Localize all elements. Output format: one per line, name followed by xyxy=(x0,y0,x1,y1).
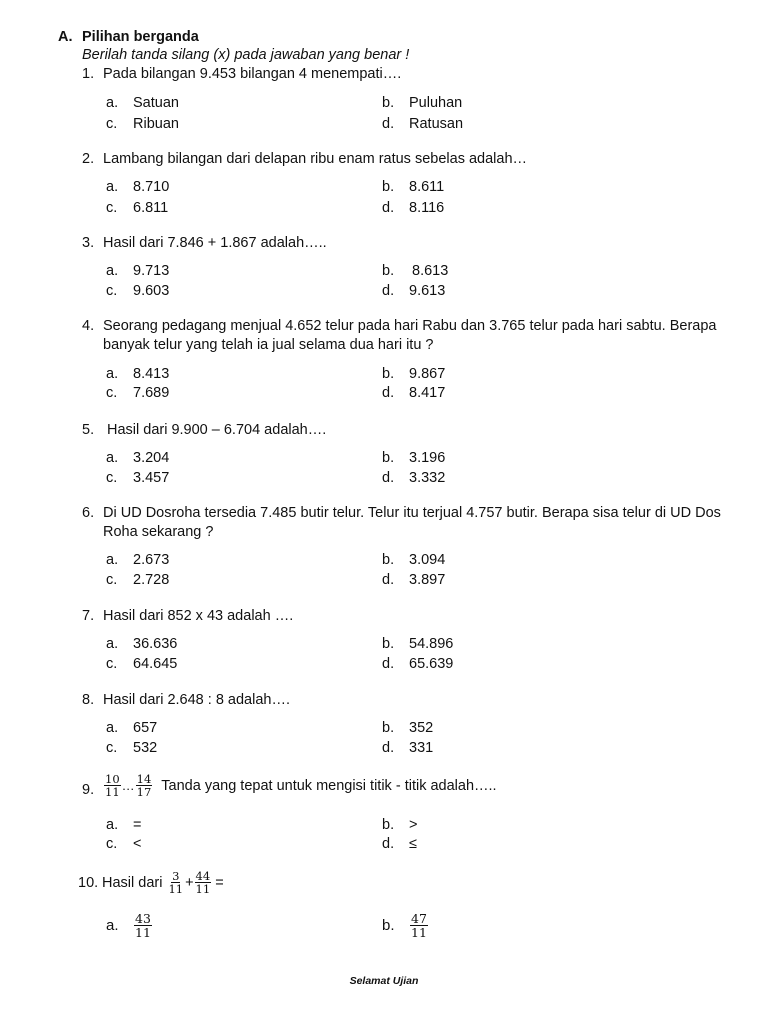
denominator: 11 xyxy=(195,882,211,897)
section-title: Pilihan berganda xyxy=(82,29,199,45)
option-value: Ratusan xyxy=(409,116,464,132)
option-value: 7.689 xyxy=(133,385,170,401)
section-letter: A. xyxy=(58,29,73,45)
denominator: 11 xyxy=(168,882,184,897)
option-letter: d. xyxy=(382,572,395,588)
option-b[interactable] xyxy=(382,450,445,466)
option-a[interactable] xyxy=(106,720,157,736)
option-c[interactable] xyxy=(106,836,141,852)
option-value: 331 xyxy=(409,740,434,756)
option-value: 532 xyxy=(133,740,158,756)
question-text: Hasil dari 7.846 + 1.867 adalah….. xyxy=(103,235,327,251)
question-expression xyxy=(103,773,497,798)
option-a[interactable] xyxy=(106,912,153,939)
option-letter: b. xyxy=(382,917,395,935)
option-a[interactable] xyxy=(106,179,169,195)
question-expression xyxy=(78,870,224,895)
option-value: 65.639 xyxy=(409,656,454,672)
fraction xyxy=(134,912,152,939)
option-letter: b. xyxy=(382,95,395,111)
option-a[interactable] xyxy=(106,817,141,833)
question-number: 9. xyxy=(82,782,95,798)
option-letter: d. xyxy=(382,740,395,756)
question-text: Hasil dari 9.900 – 6.704 adalah…. xyxy=(107,422,327,438)
option-letter: b. xyxy=(382,636,395,652)
option-letter: a. xyxy=(106,720,119,736)
question-text: Hasil dari xyxy=(102,874,163,891)
option-letter: b. xyxy=(382,552,395,568)
question-number: 2. xyxy=(82,151,95,167)
option-value: 2.728 xyxy=(133,572,170,588)
option-c[interactable] xyxy=(106,200,168,216)
option-c[interactable] xyxy=(106,385,169,401)
option-b[interactable] xyxy=(382,179,444,195)
option-value: Ribuan xyxy=(133,116,179,132)
option-value: Satuan xyxy=(133,95,179,111)
option-value: = xyxy=(133,817,142,833)
question-text-line-1: Di UD Dosroha tersedia 7.485 butir telur. Telur itu terjual 4.757 butir. Berapa sisa telur di UD Dos xyxy=(103,505,721,521)
option-value: 3.897 xyxy=(409,572,446,588)
option-b[interactable] xyxy=(382,263,448,279)
option-value: 8.613 xyxy=(412,263,449,279)
option-letter: b. xyxy=(382,179,395,195)
option-a[interactable] xyxy=(106,450,169,466)
option-letter: a. xyxy=(106,917,119,935)
fraction xyxy=(136,773,153,798)
fraction xyxy=(167,870,184,895)
option-letter: d. xyxy=(382,656,395,672)
option-letter: d. xyxy=(382,385,395,401)
option-d[interactable] xyxy=(382,470,445,486)
option-letter: c. xyxy=(106,283,118,299)
ellipsis: … xyxy=(121,778,135,794)
option-b[interactable] xyxy=(382,636,453,652)
option-letter: b. xyxy=(382,450,395,466)
option-letter: d. xyxy=(382,470,395,486)
option-a[interactable] xyxy=(106,366,169,382)
option-value: 8.413 xyxy=(133,366,170,382)
option-d[interactable] xyxy=(382,740,433,756)
option-value: 2.673 xyxy=(133,552,170,568)
fraction xyxy=(195,870,212,895)
option-letter: d. xyxy=(382,200,395,216)
equals-sign: = xyxy=(215,874,224,891)
option-c[interactable] xyxy=(106,116,179,132)
option-letter: c. xyxy=(106,385,118,401)
option-letter: b. xyxy=(382,366,395,382)
option-value: 8.417 xyxy=(409,385,446,401)
option-letter: b. xyxy=(382,263,395,279)
option-letter: a. xyxy=(106,263,119,279)
instruction-text: Berilah tanda silang (x) pada jawaban yang benar ! xyxy=(82,47,410,63)
option-b[interactable] xyxy=(382,95,462,111)
question-number: 1. xyxy=(82,66,95,82)
option-letter: a. xyxy=(106,552,119,568)
option-value: 3.457 xyxy=(133,470,170,486)
question-number: 3. xyxy=(82,235,95,251)
fraction xyxy=(104,773,121,798)
option-b[interactable] xyxy=(382,912,429,939)
question-number: 5. xyxy=(82,422,95,438)
option-value: 8.611 xyxy=(409,179,445,195)
option-letter: d. xyxy=(382,283,395,299)
option-value: ≤ xyxy=(409,836,417,852)
option-letter: c. xyxy=(106,740,118,756)
option-d[interactable] xyxy=(382,385,445,401)
option-letter: a. xyxy=(106,817,119,833)
option-value: 657 xyxy=(133,720,158,736)
option-d[interactable] xyxy=(382,656,453,672)
footer-text: Selamat Ujian xyxy=(349,975,419,987)
numerator: 47 xyxy=(411,911,427,926)
option-letter: b. xyxy=(382,720,395,736)
option-value: 3.196 xyxy=(409,450,446,466)
option-value: 3.332 xyxy=(409,470,446,486)
numerator: 43 xyxy=(135,911,151,926)
option-b[interactable] xyxy=(382,817,417,833)
numerator: 14 xyxy=(136,772,152,786)
denominator: 17 xyxy=(136,785,152,800)
question-text: Hasil dari 852 x 43 adalah …. xyxy=(103,608,294,624)
option-value: 8.116 xyxy=(409,200,445,216)
question-text: Lambang bilangan dari delapan ribu enam ratus sebelas adalah… xyxy=(103,151,528,167)
question-number: 10. xyxy=(78,874,99,891)
denominator: 11 xyxy=(135,925,151,941)
option-d[interactable] xyxy=(382,283,445,299)
option-d[interactable] xyxy=(382,836,417,852)
option-letter: c. xyxy=(106,200,118,216)
option-value: 352 xyxy=(409,720,434,736)
option-letter: a. xyxy=(106,636,119,652)
numerator: 44 xyxy=(195,869,211,883)
numerator: 3 xyxy=(172,869,180,883)
option-letter: c. xyxy=(106,116,118,132)
option-a[interactable] xyxy=(106,95,179,111)
option-c[interactable] xyxy=(106,283,169,299)
option-value: < xyxy=(133,836,142,852)
option-value: 9.603 xyxy=(133,283,170,299)
question-text-line-2: banyak telur yang telah ia jual selama dua hari itu ? xyxy=(103,337,434,353)
denominator: 11 xyxy=(105,785,120,800)
question-number: 8. xyxy=(82,692,95,708)
option-c[interactable] xyxy=(106,572,169,588)
option-b[interactable] xyxy=(382,552,445,568)
option-a[interactable] xyxy=(106,636,177,652)
question-text-line-1: Seorang pedagang menjual 4.652 telur pada hari Rabu dan 3.765 telur pada hari sabtu. Berapa xyxy=(103,318,717,334)
option-b[interactable] xyxy=(382,366,445,382)
question-text: Hasil dari 2.648 : 8 adalah…. xyxy=(103,692,290,708)
denominator: 11 xyxy=(411,925,427,941)
option-b[interactable] xyxy=(382,720,433,736)
option-d[interactable] xyxy=(382,116,463,132)
option-value: 36.636 xyxy=(133,636,178,652)
question-number: 7. xyxy=(82,608,95,624)
option-a[interactable] xyxy=(106,263,169,279)
option-a[interactable] xyxy=(106,552,169,568)
option-letter: a. xyxy=(106,95,119,111)
option-letter: d. xyxy=(382,836,395,852)
option-c[interactable] xyxy=(106,470,169,486)
fraction xyxy=(410,912,428,939)
option-value: 3.094 xyxy=(409,552,446,568)
option-letter: c. xyxy=(106,656,118,672)
option-d[interactable] xyxy=(382,200,444,216)
option-value: 9.613 xyxy=(409,283,446,299)
option-value: 9.867 xyxy=(409,366,446,382)
option-value: 8.710 xyxy=(133,179,170,195)
option-letter: c. xyxy=(106,470,118,486)
option-letter: c. xyxy=(106,836,118,852)
option-c[interactable] xyxy=(106,740,157,756)
option-c[interactable] xyxy=(106,656,177,672)
question-text: Tanda yang tepat untuk mengisi titik - titik adalah….. xyxy=(161,777,497,794)
option-value: 54.896 xyxy=(409,636,454,652)
plus-sign: + xyxy=(185,874,194,891)
option-letter: d. xyxy=(382,116,395,132)
option-value: 9.713 xyxy=(133,263,170,279)
option-value: > xyxy=(409,817,418,833)
option-value: Puluhan xyxy=(409,95,463,111)
question-number: 6. xyxy=(82,505,95,521)
option-value: 6.811 xyxy=(133,200,169,216)
option-letter: a. xyxy=(106,179,119,195)
option-letter: a. xyxy=(106,450,119,466)
question-number: 4. xyxy=(82,318,95,334)
option-d[interactable] xyxy=(382,572,445,588)
question-text-line-2: Roha sekarang ? xyxy=(103,524,214,540)
option-letter: a. xyxy=(106,366,119,382)
numerator: 10 xyxy=(105,772,120,786)
option-value: 3.204 xyxy=(133,450,170,466)
option-letter: c. xyxy=(106,572,118,588)
question-text: Pada bilangan 9.453 bilangan 4 menempati…. xyxy=(103,66,402,82)
option-letter: b. xyxy=(382,817,395,833)
option-value: 64.645 xyxy=(133,656,178,672)
